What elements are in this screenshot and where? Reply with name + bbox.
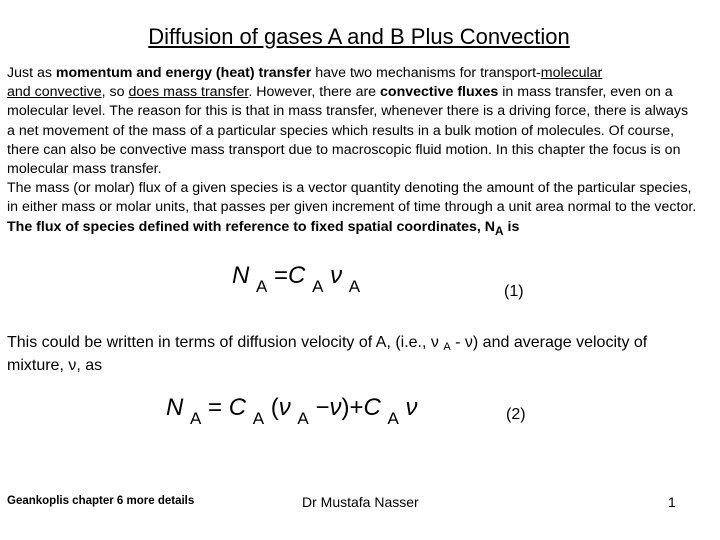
subscript: A [252, 409, 265, 428]
subscript: A [495, 223, 504, 238]
subscript: A [256, 277, 268, 296]
paragraph-1 [7, 64, 697, 179]
text-run: . However, there are [248, 84, 381, 101]
subscript: A [297, 409, 309, 428]
symbol-C: C [228, 394, 247, 421]
symbol-N: N [232, 262, 250, 289]
minus-sign: − [315, 394, 330, 421]
close-paren: ) [341, 394, 350, 421]
underlined-term: molecular [540, 65, 603, 81]
subscript: A [312, 277, 324, 296]
slide-title: Diffusion of gases A and B Plus Convection [148, 24, 570, 49]
symbol-nu: ν [278, 394, 291, 421]
equation-1 [232, 262, 361, 296]
symbol-C: C [363, 394, 381, 421]
text-run: in mass transfer, even on a molecular level. The reason for this is that in mass transfer, whenever there is a driving force, there is always a net movement of the mass of a particular species which results in a bulk motion of molecules. Of course, there can also be convective mass transport due to macroscopic fluid motion. In this chapter the focus is on molecular mass transfer. [7, 84, 689, 178]
text-run: ) and average velocity of mixture, [7, 334, 648, 374]
text-run: This could be written in terms of diffusion velocity of A, (i.e., [7, 334, 431, 351]
bold-term: is [503, 218, 520, 235]
symbol-nu: ν [405, 394, 418, 421]
footer-reference: Geankoplis chapter 6 more details [7, 495, 195, 507]
page-number: 1 [668, 494, 676, 510]
text-run: , so [101, 84, 129, 101]
bold-term: convective fluxes [380, 84, 499, 101]
bold-term: momentum and energy (heat) transfer [55, 65, 312, 81]
equation-number-1: (1) [504, 283, 524, 300]
subscript: A [443, 341, 451, 353]
text-run: have two mechanisms for transport- [311, 65, 541, 81]
text-run: The mass (or molar) flux of a given species is a vector quantity denoting the amount of the particular species, in either mass or molar units, that passes per given increment of time through a unit area normal to the vector. [7, 180, 697, 216]
bold-term: The flux of species defined with reference to fixed spatial coordinates, N [7, 218, 496, 235]
symbol-C: C [288, 262, 306, 289]
plus-sign: + [349, 394, 364, 421]
paragraph-3 [7, 332, 707, 376]
text-run: - [450, 334, 465, 351]
text-run: , as [76, 357, 103, 374]
equals-sign: = [208, 394, 223, 421]
symbol-nu: ν [430, 334, 439, 351]
subscript: A [387, 409, 399, 428]
symbol-nu: ν [464, 334, 473, 351]
text-run: Just as [7, 65, 56, 81]
subscript: A [190, 409, 202, 428]
body-text [7, 64, 697, 241]
equation-2 [166, 394, 418, 428]
paragraph-2 [7, 179, 697, 240]
equation-number-2: (2) [506, 406, 526, 423]
symbol-nu: ν [329, 394, 342, 421]
symbol-nu: ν [68, 357, 77, 374]
equals-sign: = [274, 262, 289, 289]
open-paren: ( [270, 394, 279, 421]
subscript: A [348, 277, 361, 296]
underlined-term: does mass transfer [128, 84, 249, 101]
symbol-N: N [166, 394, 184, 421]
underlined-term: and convective [7, 84, 102, 101]
footer-author: Dr Mustafa Nasser [302, 494, 419, 510]
symbol-nu: ν [330, 262, 343, 289]
